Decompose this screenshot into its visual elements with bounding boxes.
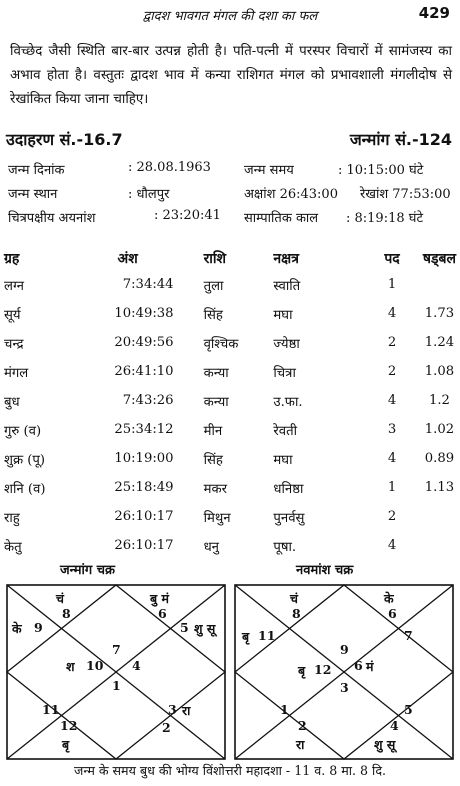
table-cell: 1.08 xyxy=(424,364,455,379)
house-planets: शु सू xyxy=(194,621,216,636)
chart-grid-lines xyxy=(234,584,454,760)
house-number: 11 xyxy=(42,702,60,717)
info-key: जन्म समय xyxy=(244,163,294,178)
house-planets: बृ xyxy=(298,663,306,678)
table-cell: 7:34:44 xyxy=(122,277,174,292)
table-cell: चन्द्र xyxy=(4,336,24,352)
table-row xyxy=(4,328,456,357)
table-cell: 20:49:56 xyxy=(114,335,174,350)
house-number: 10 xyxy=(86,658,104,673)
table-cell: उ.फा. xyxy=(273,394,303,410)
table-row xyxy=(4,502,456,531)
house-planets: मं xyxy=(366,659,374,674)
birth-info xyxy=(8,160,458,232)
info-key: चित्रपक्षीय अयनांश xyxy=(8,211,96,226)
table-header-row xyxy=(4,246,456,270)
house-number: 6 xyxy=(354,658,363,673)
table-cell: मंगल xyxy=(4,365,29,381)
birth-info-row xyxy=(8,184,458,208)
table-cell: मघा xyxy=(273,452,293,468)
table-row xyxy=(4,299,456,328)
house-planets: बु मं xyxy=(150,591,169,606)
page-header xyxy=(0,4,460,26)
table-cell: 25:18:49 xyxy=(114,480,174,495)
house-planets: रा xyxy=(182,703,191,718)
table-cell: राहु xyxy=(4,510,20,526)
body-paragraph: विच्छेद जैसी स्थिति बार-बार उत्पन्न होती है। पति-पत्नी में परस्पर विचारों में सामंजस्य का अभाव होता है। वस्तुतः द्वादश भाव में कन्या राशिगत मंगल को प्रभावशाली मंगलीदोष से रेखांकित किया जाना चाहिए। xyxy=(10,44,452,107)
table-cell: 7:43:26 xyxy=(122,393,174,408)
table-row xyxy=(4,444,456,473)
col-header: षड्बल xyxy=(422,250,456,267)
house-planets: श xyxy=(66,659,75,674)
table-cell: मघा xyxy=(273,307,293,323)
table-cell: मीन xyxy=(203,423,223,439)
example-heading xyxy=(6,128,454,152)
house-number: 9 xyxy=(340,642,349,657)
table-row xyxy=(4,270,456,299)
table-cell: शनि (व) xyxy=(4,481,46,497)
info-key: जन्म दिनांक xyxy=(8,163,65,178)
table-cell: सिंह xyxy=(203,307,223,323)
page-number: 429 xyxy=(418,4,450,22)
col-header: ग्रह xyxy=(4,250,20,267)
house-planets: बृ xyxy=(62,737,70,752)
house-number: 6 xyxy=(388,606,397,621)
table-cell: 1.24 xyxy=(424,335,455,350)
table-cell: मकर xyxy=(203,481,227,497)
table-cell: कन्या xyxy=(203,365,229,381)
table-cell: 0.89 xyxy=(424,451,455,466)
info-value: : धौलपुर xyxy=(128,187,170,202)
dasha-footnote: जन्म के समय बुध की भोग्य विंशोत्तरी महादशा - 11 व. 8 मा. 8 दि. xyxy=(73,763,387,778)
birth-info-row xyxy=(8,208,458,232)
table-cell: कन्या xyxy=(203,394,229,410)
table-cell: रेवती xyxy=(273,423,298,439)
example-number: उदाहरण सं.-16.7 xyxy=(6,130,123,149)
col-header: राशि xyxy=(203,250,227,267)
table-cell: तुला xyxy=(203,278,224,294)
table-cell: 26:41:10 xyxy=(114,364,174,379)
info-key: जन्म स्थान xyxy=(8,187,58,202)
table-cell: पूषा. xyxy=(273,539,297,555)
col-header: नक्षत्र xyxy=(273,250,299,267)
horoscope-number: जन्मांग सं.-124 xyxy=(349,130,452,149)
birth-info-row xyxy=(8,160,458,184)
col-header: अंश xyxy=(117,250,138,267)
house-planets: रा xyxy=(296,737,305,752)
table-cell: 25:34:12 xyxy=(114,422,174,437)
table-cell: 4 xyxy=(387,451,397,466)
table-cell: धनु xyxy=(203,539,219,555)
house-number: 2 xyxy=(162,720,171,735)
table-row xyxy=(4,473,456,502)
house-number: 6 xyxy=(158,606,167,621)
house-number: 7 xyxy=(112,642,121,657)
table-cell xyxy=(423,270,456,299)
house-planets: चं xyxy=(290,591,298,606)
table-cell: 4 xyxy=(387,306,397,321)
table-cell: 1.2 xyxy=(428,393,450,408)
table-row xyxy=(4,415,456,444)
house-number: 9 xyxy=(34,620,43,635)
house-planets: चं xyxy=(56,591,64,606)
house-number: 5 xyxy=(180,620,189,635)
table-cell: गुरु (व) xyxy=(4,423,42,439)
house-number: 4 xyxy=(132,658,141,673)
table-cell: 10:19:00 xyxy=(114,451,174,466)
table-cell xyxy=(423,502,456,531)
table-row xyxy=(4,386,456,415)
house-number: 4 xyxy=(390,718,399,733)
table-cell: चित्रा xyxy=(273,365,296,381)
house-planets: के xyxy=(12,621,22,636)
house-number: 1 xyxy=(280,702,289,717)
house-number: 11 xyxy=(258,628,276,643)
planet-table xyxy=(4,246,456,560)
house-number: 8 xyxy=(292,606,301,621)
table-cell: 3 xyxy=(387,422,397,437)
table-cell: 4 xyxy=(387,538,397,553)
table-row xyxy=(4,531,456,560)
house-number: 8 xyxy=(62,606,71,621)
table-cell: लग्न xyxy=(4,278,24,294)
navamsha-chart xyxy=(234,584,454,760)
table-cell: 2 xyxy=(387,509,397,524)
chart-grid-lines xyxy=(6,584,226,760)
table-cell: 1.02 xyxy=(424,422,455,437)
house-number: 5 xyxy=(404,702,413,717)
table-cell: 4 xyxy=(387,393,397,408)
table-cell: वृश्चिक xyxy=(203,336,239,352)
table-cell: धनिष्ठा xyxy=(273,481,304,497)
table-cell: 1 xyxy=(387,480,397,495)
col-header: पद xyxy=(384,250,400,267)
house-number: 3 xyxy=(340,680,349,695)
table-cell: केतु xyxy=(4,539,22,555)
house-number: 1 xyxy=(112,678,121,693)
janmang-chart xyxy=(6,584,226,760)
info-key: अक्षांश 26:43:00 xyxy=(244,187,338,202)
table-row xyxy=(4,357,456,386)
info-value: रेखांश 77:53:00 xyxy=(360,187,451,202)
info-value: : 8:19:18 घंटे xyxy=(346,211,423,226)
running-title: द्वादश भावगत मंगल की दशा का फल xyxy=(142,9,318,24)
house-number: 3 xyxy=(168,702,177,717)
house-number: 12 xyxy=(314,662,332,677)
house-number: 12 xyxy=(60,718,78,733)
table-cell: स्वाति xyxy=(273,278,301,294)
house-number: 2 xyxy=(298,718,307,733)
table-cell: पुनर्वसु xyxy=(273,510,305,526)
info-value: : 28.08.1963 xyxy=(128,160,211,175)
table-cell: 2 xyxy=(387,364,397,379)
house-planets: बृ xyxy=(242,629,250,644)
janmang-title: जन्मांग चक्र xyxy=(60,563,116,578)
house-planets: के xyxy=(384,591,394,606)
table-cell: शुक्र (पू) xyxy=(4,452,46,468)
table-cell: सूर्य xyxy=(4,307,21,323)
info-value: : 23:20:41 xyxy=(154,208,221,223)
table-cell: 10:49:38 xyxy=(114,306,174,321)
house-planets: शु सू xyxy=(374,737,396,752)
table-cell: बुध xyxy=(4,394,20,410)
table-cell: 1.73 xyxy=(424,306,455,321)
table-cell: 26:10:17 xyxy=(114,509,174,524)
table-cell: 26:10:17 xyxy=(114,538,174,553)
table-cell: सिंह xyxy=(203,452,223,468)
info-value: : 10:15:00 घंटे xyxy=(338,163,424,178)
table-cell: 1.13 xyxy=(424,480,455,495)
house-number: 7 xyxy=(404,628,413,643)
table-cell: 1 xyxy=(387,277,397,292)
table-cell: ज्येष्ठा xyxy=(273,336,300,352)
table-cell xyxy=(423,531,456,560)
table-cell: मिथुन xyxy=(203,510,231,526)
table-cell: 2 xyxy=(387,335,397,350)
navamsha-title: नवमांश चक्र xyxy=(296,563,354,578)
info-key: साम्पातिक काल xyxy=(244,211,319,226)
